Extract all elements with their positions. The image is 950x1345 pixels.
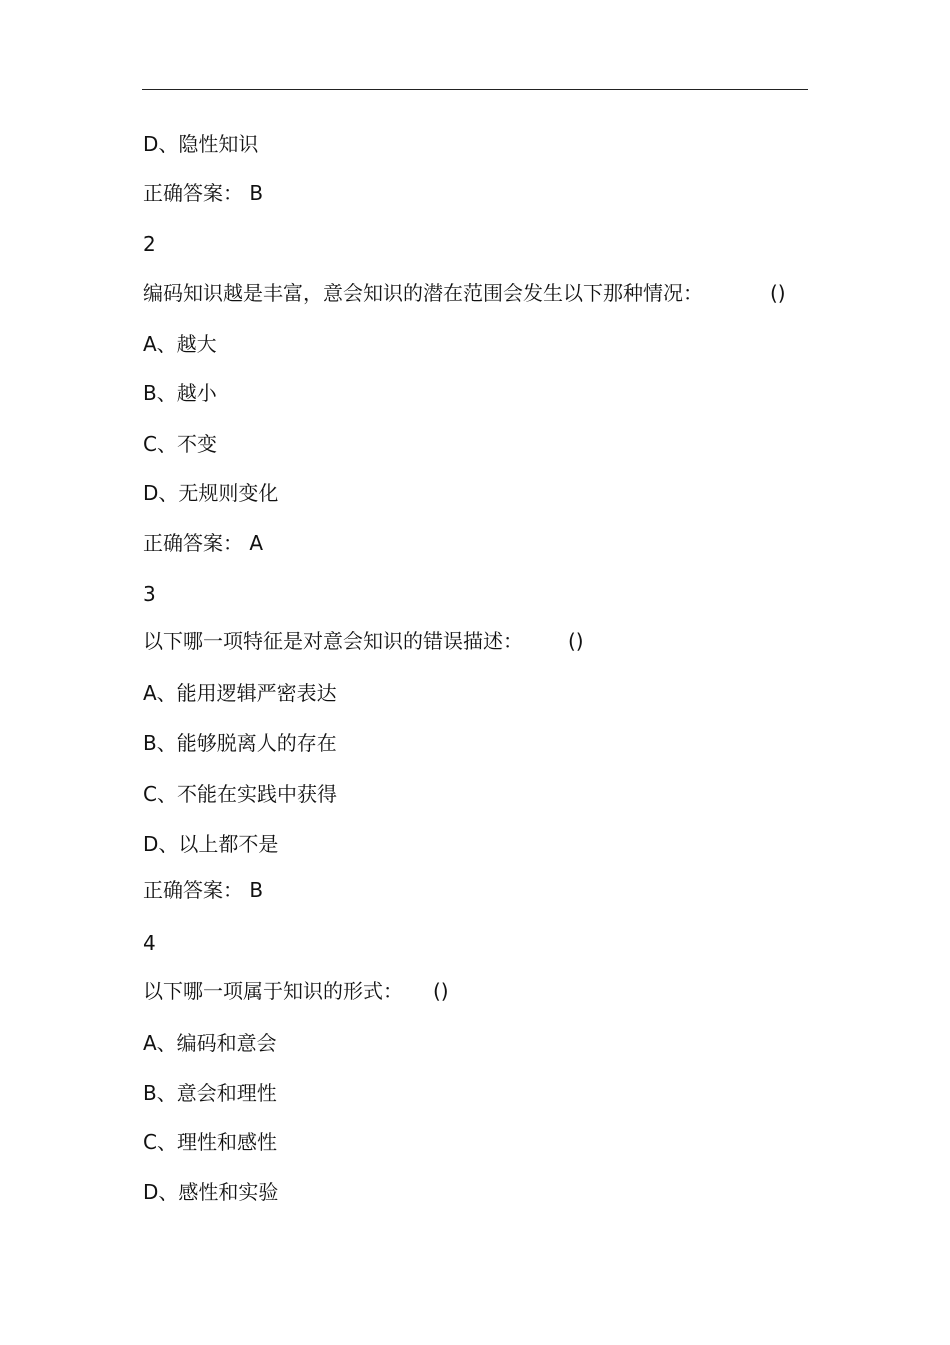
question-text-2: 编码知识越是丰富，意会知识的潜在范围会发生以下那种情况： [143, 281, 703, 305]
option-d-q3: D、以上都不是 [143, 832, 279, 856]
option-c-q4: C、理性和感性 [143, 1130, 277, 1154]
question-4-blank: () [433, 979, 449, 1003]
question-number-2: 2 [143, 232, 156, 256]
question-text-4: 以下哪一项属于知识的形式： [143, 979, 403, 1003]
option-c-q3: C、不能在实践中获得 [143, 782, 337, 806]
option-b-q3: B、能够脱离人的存在 [143, 731, 337, 755]
answer-q1: 正确答案： B [143, 181, 264, 205]
option-d-q2: D、无规则变化 [143, 481, 279, 505]
question-text-3: 以下哪一项特征是对意会知识的错误描述： [143, 629, 523, 653]
option-d-q4: D、感性和实验 [143, 1180, 279, 1204]
question-number-3: 3 [143, 582, 156, 606]
option-c-q2: C、不变 [143, 432, 217, 456]
option-a-q3: A、能用逻辑严密表达 [143, 681, 337, 705]
option-b-q4: B、意会和理性 [143, 1081, 277, 1105]
question-2-blank: () [770, 281, 786, 305]
question-number-4: 4 [143, 931, 156, 955]
answer-q3: 正确答案： B [143, 878, 264, 902]
option-a-q4: A、编码和意会 [143, 1031, 277, 1055]
option-a-q2: A、越大 [143, 332, 217, 356]
answer-q2: 正确答案： A [143, 531, 264, 555]
header-rule [142, 89, 808, 90]
option-b-q2: B、越小 [143, 381, 217, 405]
option-d-q1: D、隐性知识 [143, 132, 259, 156]
question-3-blank: () [568, 629, 584, 653]
